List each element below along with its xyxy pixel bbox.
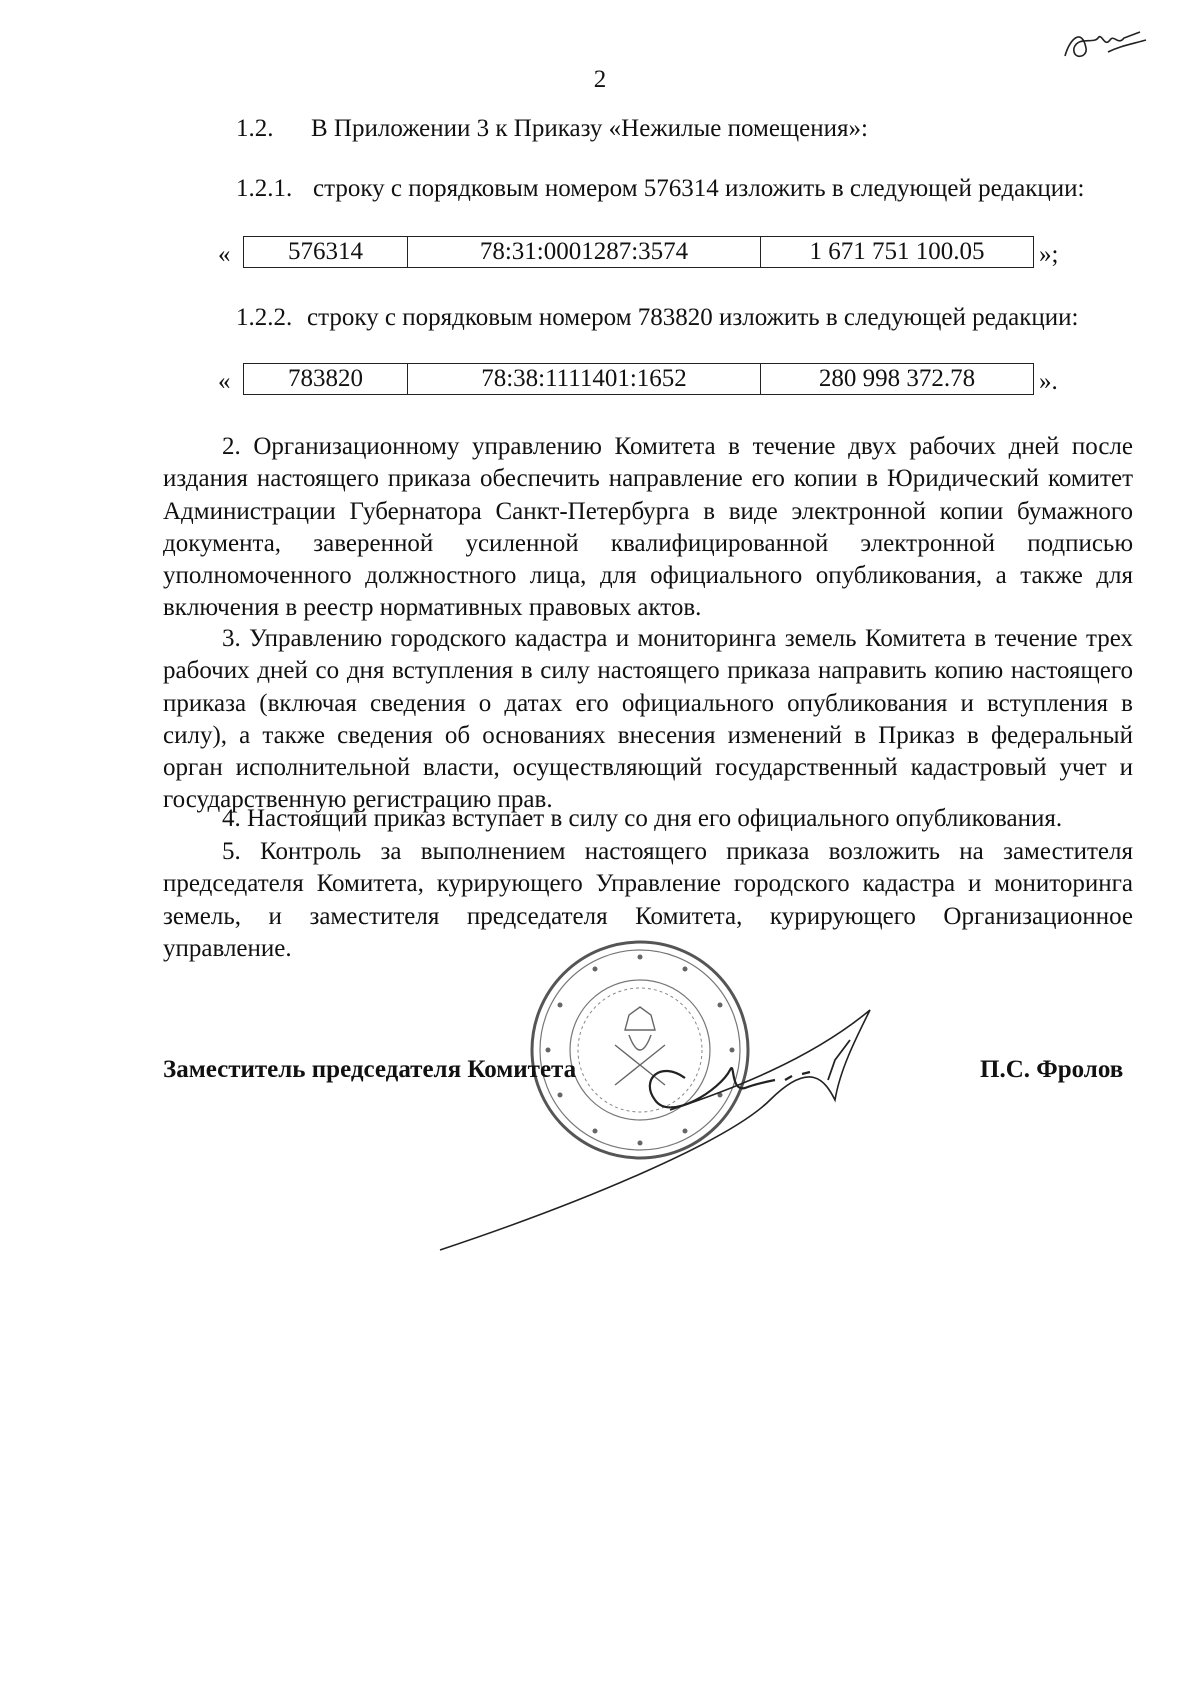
paragraph-3: 3. Управлению городского кадастра и мониторинга земель Комитета в течение трех рабочих дней со дня вступления в силу настоящего приказа направить копию настоящего приказа (включая сведения о датах его официального опубликования и вступления в силу), а также сведения об основаниях внесения изменений в Приказ в федеральный орган исполнительной власти, осуществляющий государственный кадастровый учет и государственную регистрацию прав. [163, 625, 1133, 814]
handwritten-signature [430, 1000, 970, 1250]
replacement-row-576314 [243, 236, 1034, 268]
close-quote: »; [1039, 241, 1059, 268]
replacement-row-783820 [243, 363, 1034, 395]
page-number: 2 [593, 66, 607, 93]
cadastral-number-cell: 78:31:0001287:3574 [408, 237, 761, 268]
item-1-2-text: В Приложении 3 к Приказу «Нежилые помещения»: [311, 115, 868, 142]
signatory-name: П.С. Фролов [980, 1056, 1124, 1083]
close-quote: ». [1039, 368, 1058, 395]
cadastral-value-cell: 280 998 372.78 [761, 364, 1034, 395]
cadastral-number-cell: 78:38:1111401:1652 [408, 364, 761, 395]
item-1-2-2-text: строку с порядковым номером 783820 изложить в следующей редакции: [307, 304, 1079, 331]
paragraph-2: 2. Организационному управлению Комитета в течение двух рабочих дней после издания настоящего приказа обеспечить направление его копии в Юридический комитет Администрации Губернатора Санкт-Петербурга в виде электронной копии бумажного документа, заверенной усиленной квалифицированной электронной подписью уполномоченного должностного лица, для официального опубликования, а также для включения в реестр нормативных правовых актов. [163, 433, 1133, 622]
open-quote: « [218, 368, 231, 395]
cadastral-value-cell: 1 671 751 100.05 [761, 237, 1034, 268]
row-number-cell: 783820 [244, 364, 408, 395]
row-number-cell: 576314 [244, 237, 408, 268]
item-1-2-1-text: строку с порядковым номером 576314 изложить в следующей редакции: [313, 175, 1085, 202]
item-1-2-2-number: 1.2.2. [236, 304, 293, 331]
item-1-2-1-number: 1.2.1. [236, 175, 293, 202]
signatory-position: Заместитель председателя Комитета [163, 1056, 577, 1083]
paragraph-4: 4. Настоящий приказ вступает в силу со дня его официального опубликования. [222, 805, 1063, 832]
open-quote: « [218, 241, 231, 268]
item-1-2-number: 1.2. [236, 115, 274, 142]
handwritten-initials [1060, 18, 1150, 68]
paragraph-5: 5. Контроль за выполнением настоящего приказа возложить на заместителя председателя Комитета, курирующего Управление городского кадастра и мониторинга земель, и заместителя председателя Комитета, курирующего Организационное управление. [163, 838, 1133, 962]
